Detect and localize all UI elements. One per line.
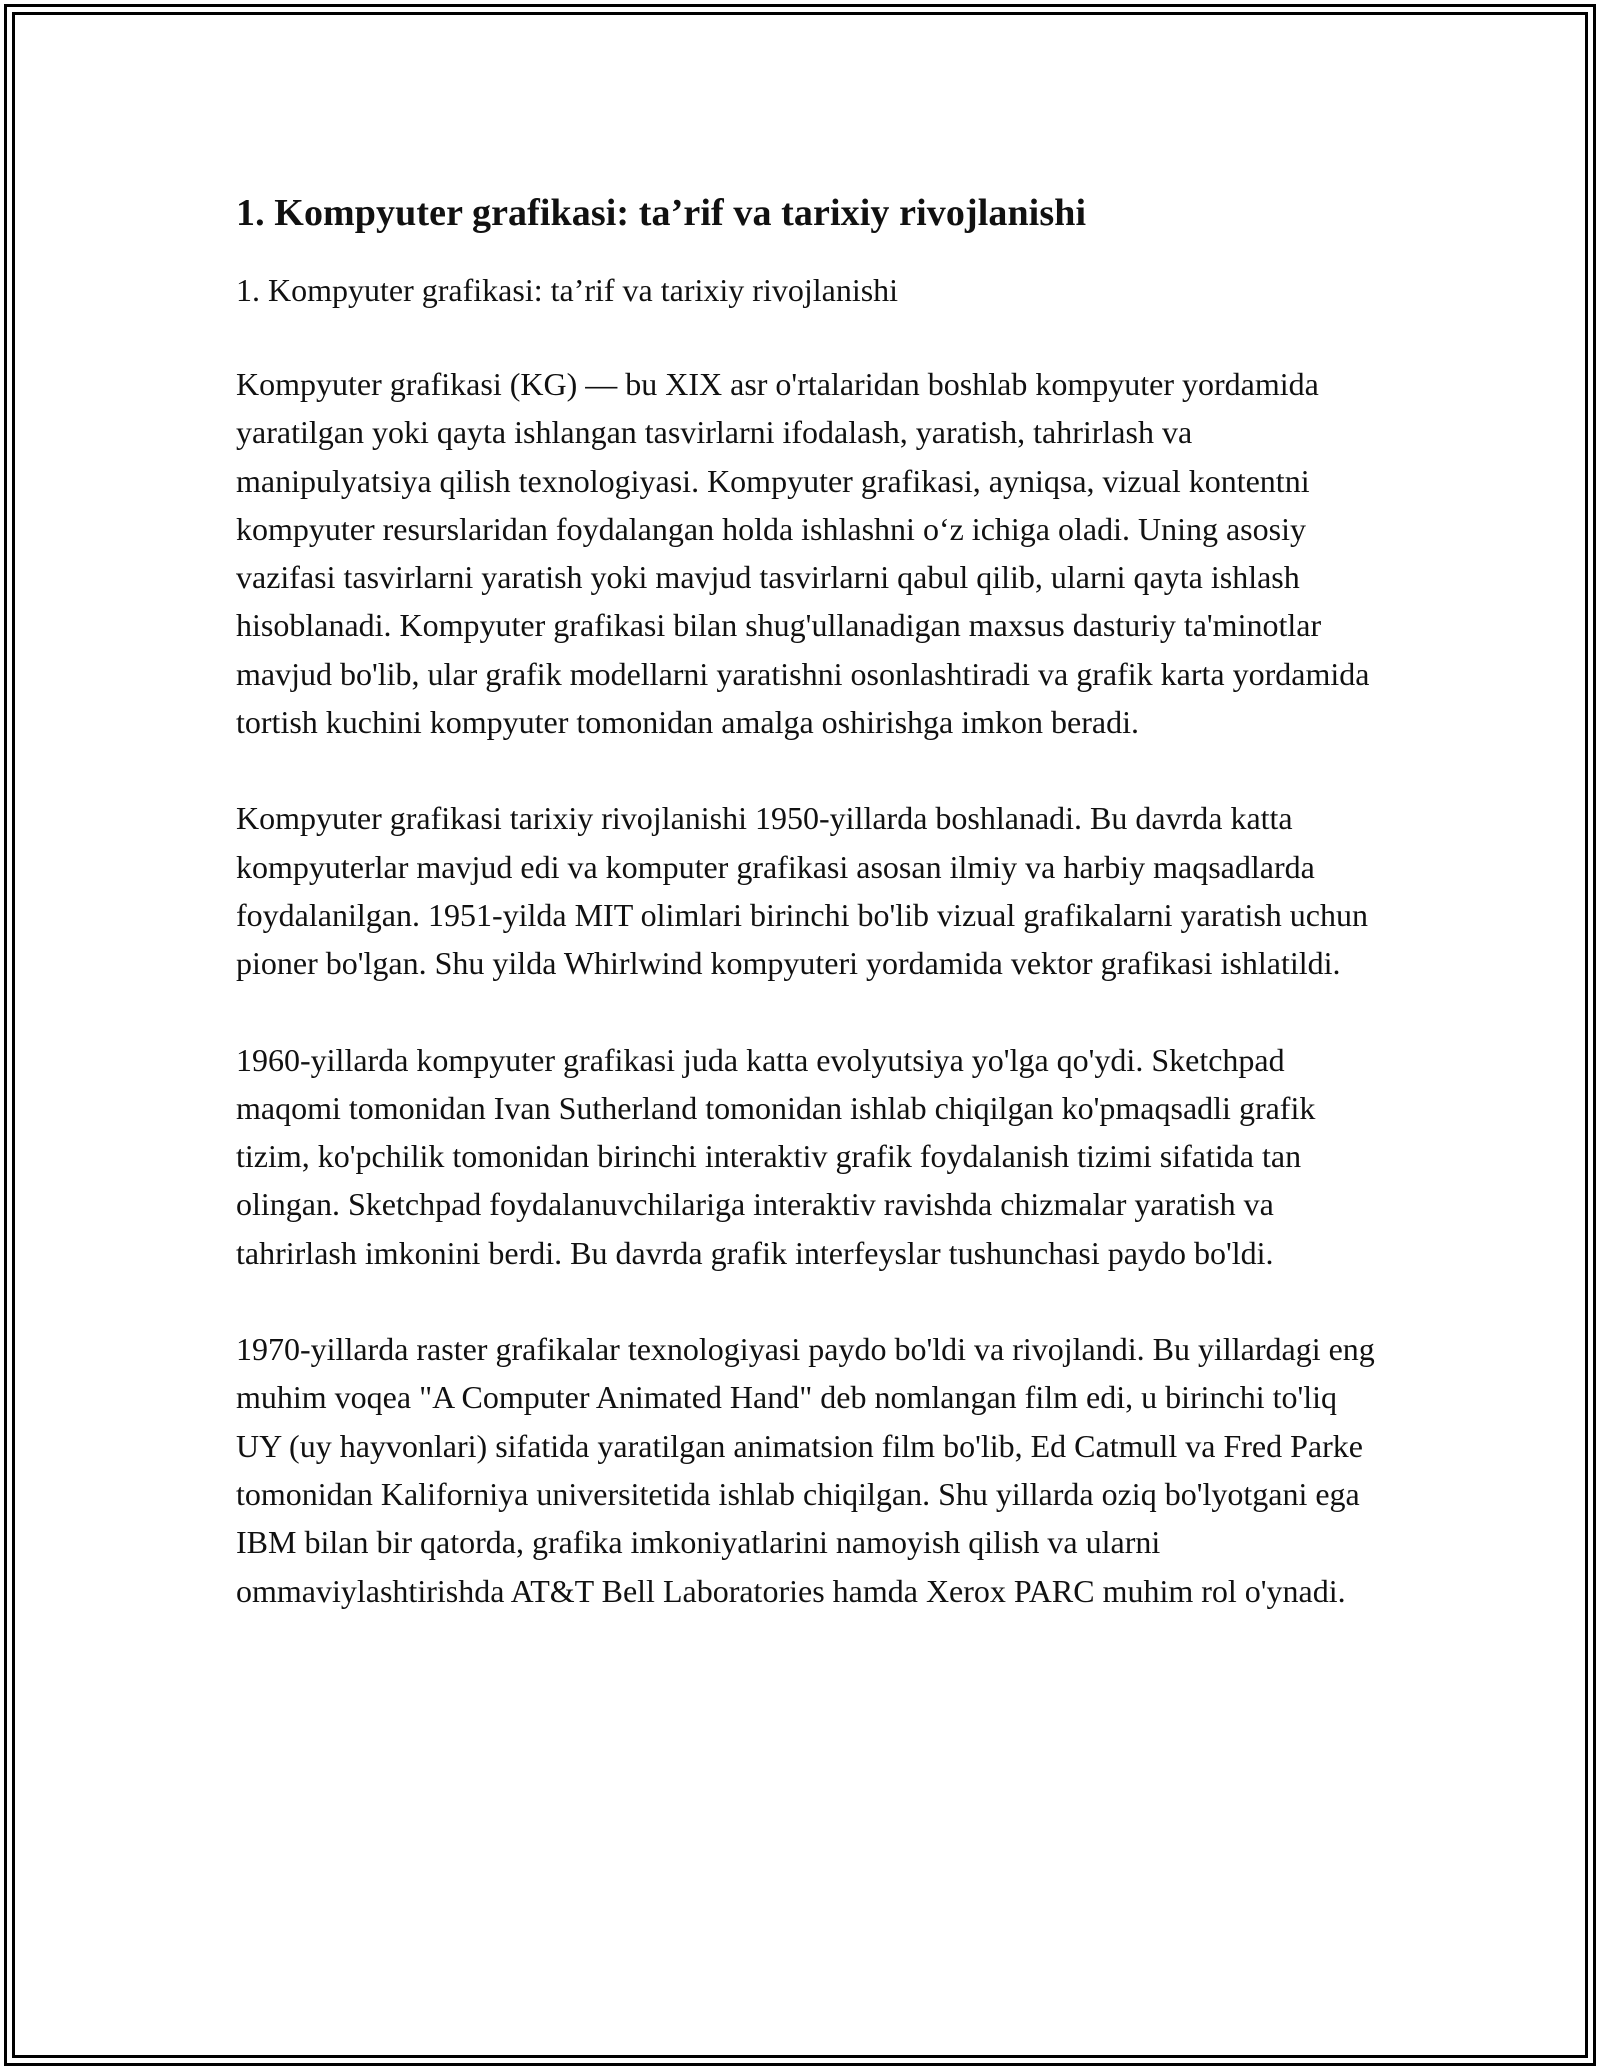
section-subheading: 1. Kompyuter grafikasi: ta’rif va tarixiy rivojlanishi	[236, 272, 899, 308]
paragraph-1960s: 1960-yillarda kompyuter grafikasi juda katta evolyutsiya yo'lga qo'ydi. Sketchpad maqomi tomonidan Ivan Sutherland tomonidan ishlab chiqilgan ko'pmaqsadli grafik tizim, ko'pchilik tomonidan birinchi interaktiv grafik foydalanish tizimi sifatida tan olingan. Sketchpad foydalanuvchilariga interaktiv ravishda chizmalar yaratish va tahrirlash imkonini berdi. Bu davrda grafik interfeyslar tushunchasi paydo bo'ldi.	[236, 1041, 1316, 1271]
paragraph-1950s: Kompyuter grafikasi tarixiy rivojlanishi 1950-yillarda boshlanadi. Bu davrda katta kompyuterlar mavjud edi va komputer grafikasi asosan ilmiy va harbiy maqsadlarda foydalanilgan. 1951-yilda MIT olimlari birinchi bo'lib vizual grafikalarni yaratish uchun pioner bo'lgan. Shu yilda Whirlwind kompyuteri yordamida vektor grafikasi ishlatildi.	[236, 800, 1368, 982]
section-heading: 1. Kompyuter grafikasi: ta’rif va tarixiy rivojlanishi	[236, 192, 1087, 234]
document-body	[236, 186, 1386, 1663]
paragraph-definition: Kompyuter grafikasi (KG) — bu XIX asr o'rtalaridan boshlab kompyuter yordamida yaratilgan yoki qayta ishlangan tasvirlarni ifodalash, yaratish, tahrirlash va manipulyatsiya qilish texnologiyasi. Kompyuter grafikasi, ayniqsa, vizual kontentni kompyuter resurslaridan foydalangan holda ishlashni o‘z ichiga oladi. Uning asosiy vazifasi tasvirlarni yaratish yoki mavjud tasvirlarni qabul qilib, ularni qayta ishlash hisoblanadi. Kompyuter grafikasi bilan shug'ullanadigan maxsus dasturiy ta'minotlar mavjud bo'lib, ular grafik modellarni yaratishni osonlashtiradi va grafik karta yordamida tortish kuchini kompyuter tomonidan amalga oshirishga imkon beradi.	[236, 366, 1370, 741]
paragraph-1970s: 1970-yillarda raster grafikalar texnologiyasi paydo bo'ldi va rivojlandi. Bu yillardagi eng muhim voqea "A Computer Animated Hand" deb nomlangan film edi, u birinchi to'liq UY (uy hayvonlari) sifatida yaratilgan animatsion film bo'lib, Ed Catmull va Fred Parke tomonidan Kaliforniya universitetida ishlab chiqilgan. Shu yillarda oziq bo'lyotgani ega IBM bilan bir qatorda, grafika imkoniyatlarini namoyish qilish va ularni ommaviylashtirishda AT&T Bell Laboratories hamda Xerox PARC muhim rol o'ynadi.	[236, 1331, 1375, 1609]
